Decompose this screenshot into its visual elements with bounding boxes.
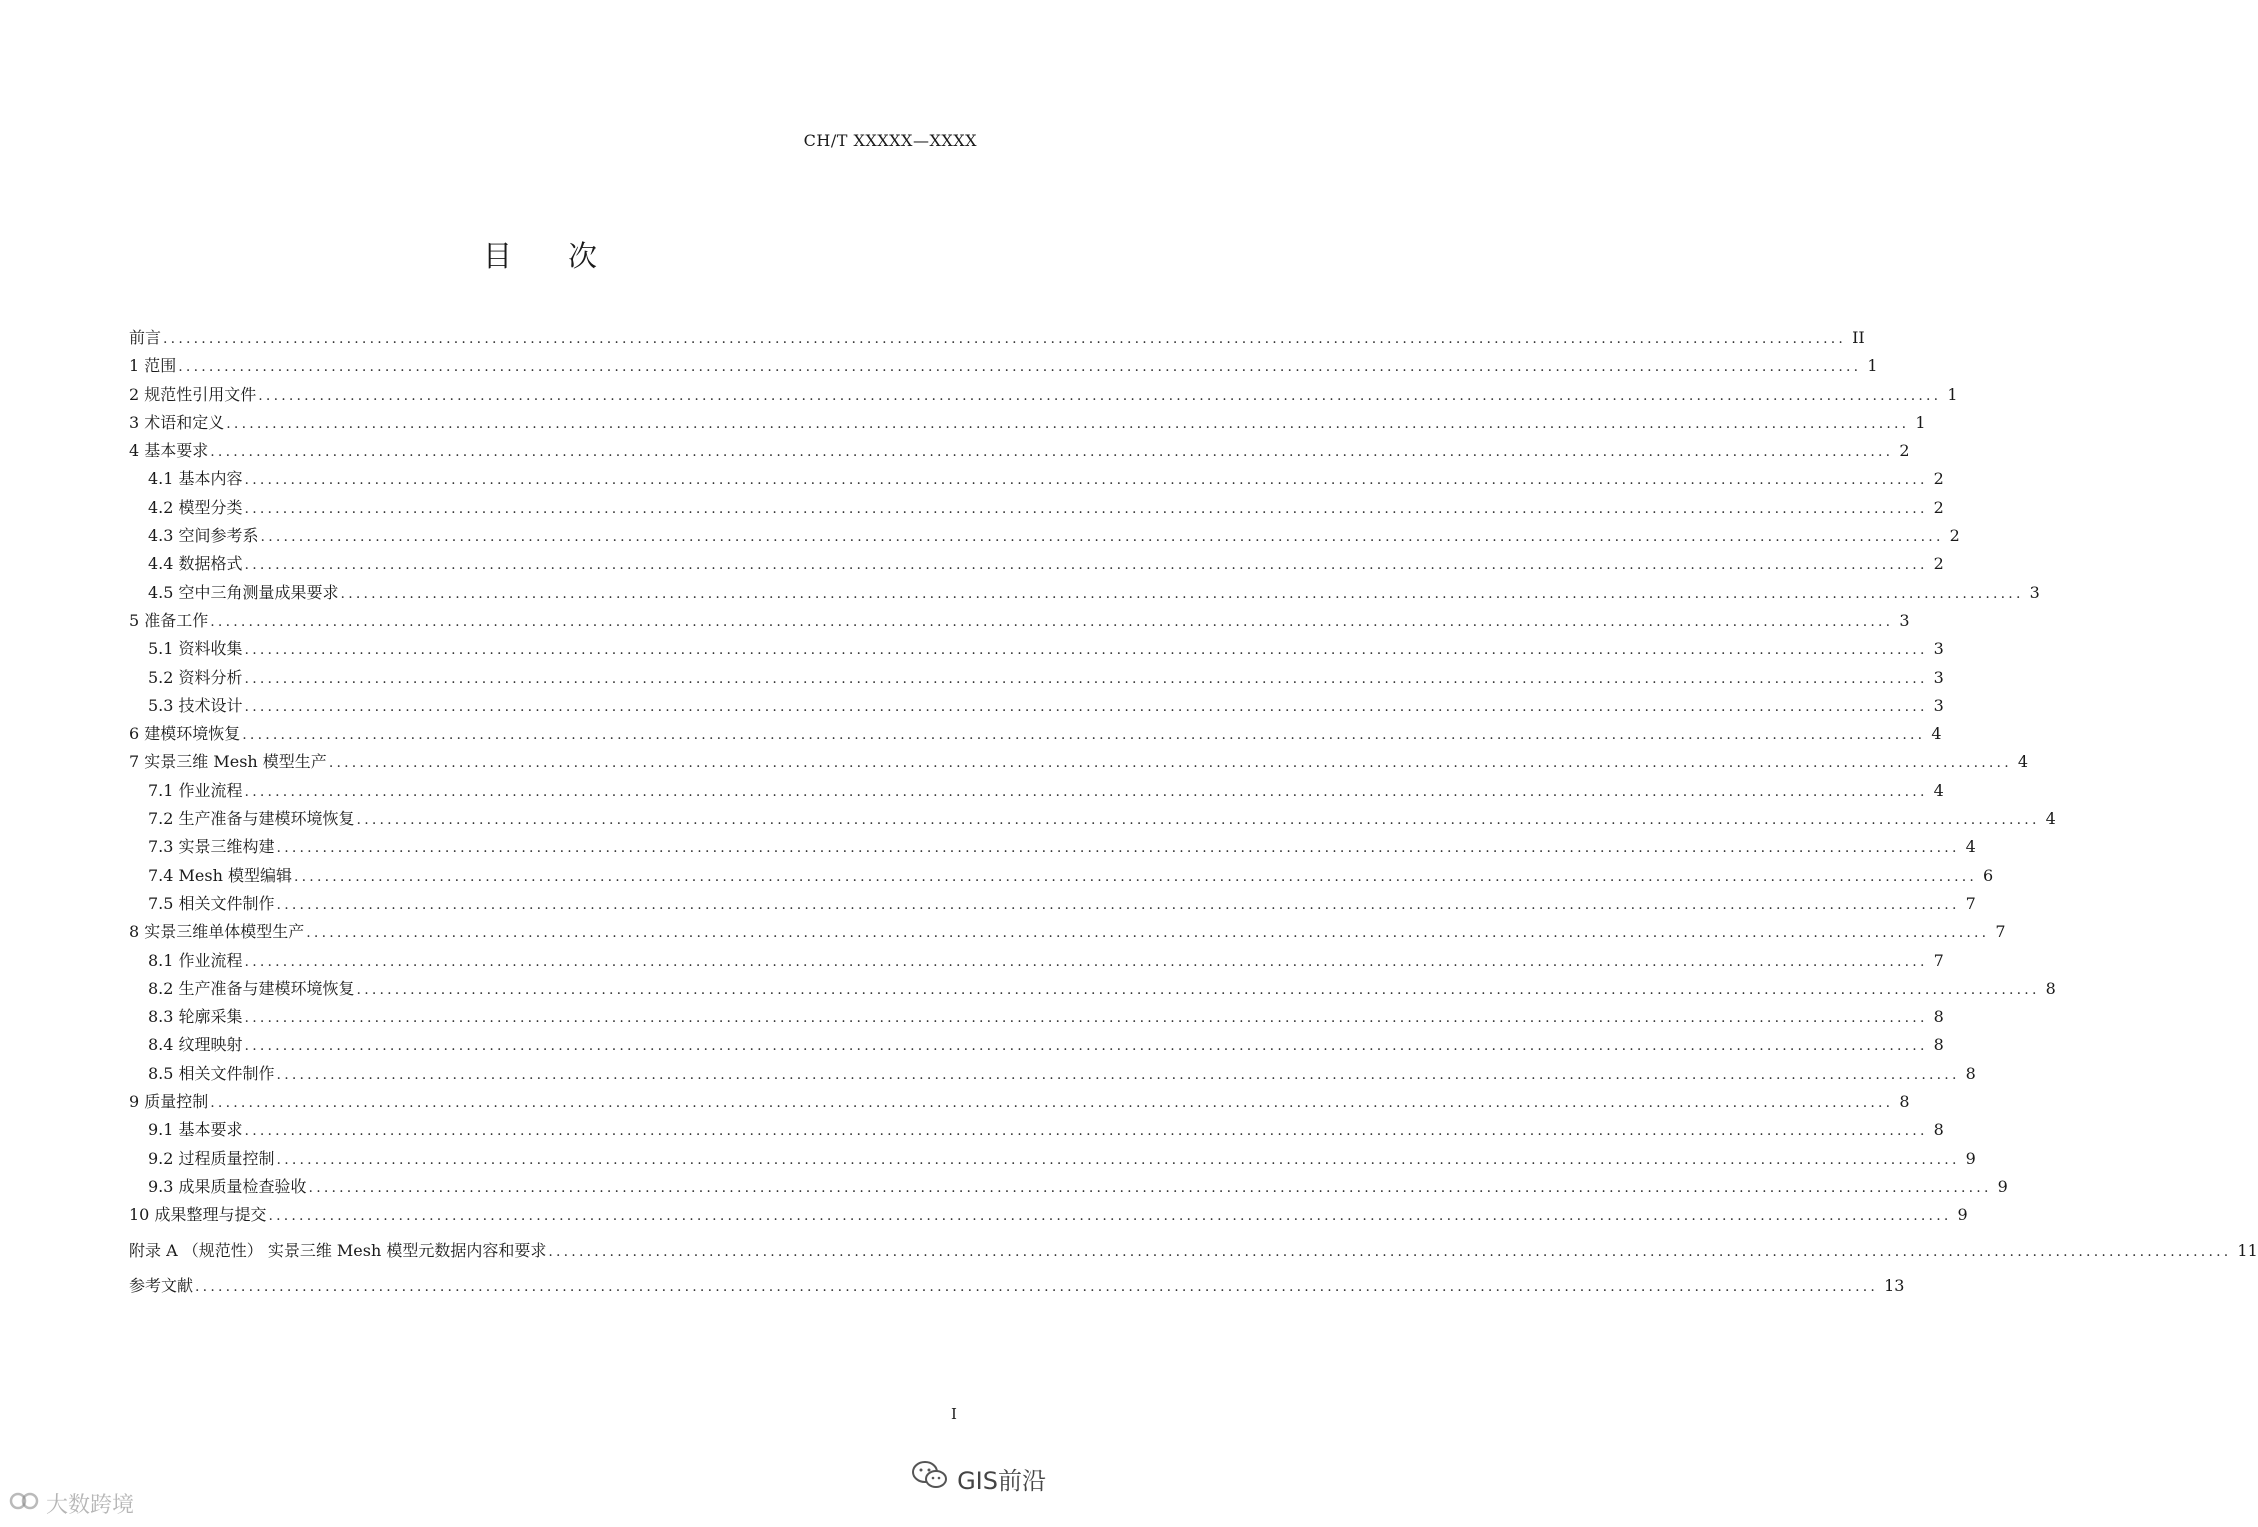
toc-entry-page: 1 — [1947, 384, 1958, 404]
toc-entry-label: 5.3 技术设计 — [148, 695, 243, 715]
toc-entry-label: 9 质量控制 — [129, 1092, 209, 1112]
toc-entry-label: 6 建模环境恢复 — [129, 724, 241, 744]
toc-entry[interactable] — [129, 550, 1944, 578]
toc-entry-page: 2 — [1933, 497, 1944, 517]
toc-leader-dots: ............................................................................................................................................................................................................................ — [210, 613, 1894, 630]
toc-entry[interactable] — [129, 1145, 1976, 1173]
toc-entry[interactable] — [129, 324, 1865, 352]
toc-entry-label: 前言 — [129, 328, 162, 347]
toc-entry[interactable] — [129, 1201, 1968, 1229]
toc-entry-page: 1 — [1915, 412, 1926, 432]
toc-entry-page: 8 — [1933, 1035, 1944, 1055]
toc-entry-page: 3 — [1933, 639, 1944, 659]
toc-leader-dots: ............................................................................................................................................................................................................................ — [308, 1179, 1992, 1196]
toc-entry[interactable] — [129, 579, 2040, 607]
toc-entry[interactable] — [129, 607, 1910, 635]
toc-entry-page: 7 — [1965, 893, 1976, 913]
toc-leader-dots: ............................................................................................................................................................................................................................ — [178, 359, 1862, 376]
watermark-left-text: 大数跨境 — [46, 1493, 135, 1518]
page-number: I — [951, 1405, 957, 1423]
toc-entry[interactable] — [129, 409, 1926, 437]
link-logo-icon — [8, 1490, 40, 1518]
toc-entry-label: 2 规范性引用文件 — [129, 384, 257, 404]
toc-entry[interactable] — [129, 805, 2056, 833]
toc-leader-dots: ............................................................................................................................................................................................................................ — [210, 1095, 1894, 1112]
toc-entry[interactable] — [129, 1003, 1944, 1031]
toc-entry[interactable] — [129, 635, 1944, 663]
toc-entry-label: 4.2 模型分类 — [148, 497, 243, 517]
toc-entry-page: 9 — [1965, 1148, 1976, 1168]
watermark-left — [8, 1488, 134, 1519]
toc-entry-page: 8 — [2045, 978, 2056, 998]
toc-leader-dots: ............................................................................................................................................................................................................................ — [306, 925, 1990, 942]
toc-leader-dots: ............................................................................................................................................................................................................................ — [244, 500, 1928, 517]
toc-leader-dots: ............................................................................................................................................................................................................................ — [294, 868, 1978, 885]
toc-leader-dots: ............................................................................................................................................................................................................................ — [340, 585, 2024, 602]
toc-entry-label: 1 范围 — [129, 356, 177, 376]
toc-entry[interactable] — [129, 748, 2029, 776]
toc-entry-label: 8.5 相关文件制作 — [148, 1063, 275, 1083]
toc-entry-label: 8 实景三维单体模型生产 — [129, 922, 305, 942]
toc-entry[interactable] — [129, 692, 1944, 720]
toc-entry-label: 8.3 轮廓采集 — [148, 1007, 243, 1027]
toc-entry-label: 10 成果整理与提交 — [129, 1205, 267, 1225]
toc-entry-label: 4.1 基本内容 — [148, 469, 243, 489]
toc-entry[interactable] — [129, 437, 1910, 465]
toc-entry-page: 3 — [1899, 610, 1910, 630]
toc-entry-page: 11 — [2237, 1240, 2258, 1260]
toc-entry[interactable] — [129, 522, 1960, 550]
toc-entry[interactable] — [129, 947, 1944, 975]
toc-leader-dots: ............................................................................................................................................................................................................................ — [244, 557, 1928, 574]
toc-entry-label: 7.4 Mesh 模型编辑 — [148, 865, 292, 885]
toc-leader-dots: ............................................................................................................................................................................................................................ — [244, 953, 1928, 970]
toc-entry-page: 9 — [1997, 1176, 2008, 1196]
watermark-right — [911, 1459, 1046, 1497]
toc-entry-page: 4 — [1933, 780, 1944, 800]
toc-entry-label: 参考文献 — [129, 1275, 194, 1295]
toc-entry-page: 2 — [1899, 441, 1910, 461]
toc-entry-page: 3 — [2029, 582, 2040, 602]
toc-entry-label: 7.3 实景三维构建 — [148, 837, 275, 857]
page-title: 目次 — [482, 239, 653, 273]
toc-entry-label: 9.3 成果质量检查验收 — [148, 1176, 307, 1196]
toc-entry-page: 6 — [1983, 865, 1994, 885]
toc-entry-page: II — [1852, 328, 1865, 347]
toc-leader-dots: ............................................................................................................................................................................................................................ — [244, 642, 1928, 659]
toc-leader-dots: ............................................................................................................................................................................................................................ — [548, 1243, 2232, 1260]
toc-entry-label: 4.5 空中三角测量成果要求 — [148, 582, 339, 602]
toc-entry-page: 2 — [1933, 554, 1944, 574]
toc-entry-page: 3 — [1933, 667, 1944, 687]
toc-entry-label: 9.1 基本要求 — [148, 1120, 243, 1140]
toc-entry[interactable] — [129, 465, 1944, 493]
toc-entry-label: 5.1 资料收集 — [148, 639, 243, 659]
toc-entry[interactable] — [129, 494, 1944, 522]
toc-entry-label: 5.2 资料分析 — [148, 667, 243, 687]
toc-entry[interactable] — [129, 1060, 1976, 1088]
toc-leader-dots: ............................................................................................................................................................................................................................ — [244, 698, 1928, 715]
table-of-contents — [129, 324, 2258, 1300]
toc-entry-label: 附录 A （规范性） 实景三维 Mesh 模型元数据内容和要求 — [129, 1240, 547, 1260]
toc-entry-page: 4 — [1965, 837, 1976, 857]
toc-entry[interactable] — [129, 720, 1942, 748]
toc-entry[interactable] — [129, 862, 1994, 890]
toc-entry[interactable] — [129, 1237, 2258, 1265]
toc-leader-dots: ............................................................................................................................................................................................................................ — [244, 1038, 1928, 1055]
toc-entry-page: 13 — [1884, 1275, 1905, 1295]
toc-entry-label: 9.2 过程质量控制 — [148, 1148, 275, 1168]
toc-leader-dots: ............................................................................................................................................................................................................................ — [328, 755, 2012, 772]
toc-entry[interactable] — [129, 1116, 1944, 1144]
toc-leader-dots: ............................................................................................................................................................................................................................ — [276, 1151, 1960, 1168]
toc-entry[interactable] — [129, 777, 1944, 805]
toc-leader-dots: ............................................................................................................................................................................................................................ — [226, 415, 1910, 432]
toc-entry[interactable] — [129, 975, 2056, 1003]
toc-entry-label: 7.5 相关文件制作 — [148, 893, 275, 913]
toc-entry-page: 9 — [1957, 1205, 1968, 1225]
toc-leader-dots: ............................................................................................................................................................................................................................ — [258, 387, 1942, 404]
toc-entry-label: 4.3 空间参考系 — [148, 526, 259, 546]
toc-leader-dots: ............................................................................................................................................................................................................................ — [356, 981, 2040, 998]
toc-entry-label: 8.1 作业流程 — [148, 950, 243, 970]
toc-entry[interactable] — [129, 381, 1958, 409]
toc-entry[interactable] — [129, 890, 1976, 918]
toc-leader-dots: ............................................................................................................................................................................................................................ — [163, 331, 1847, 347]
toc-entry[interactable] — [129, 1173, 2008, 1201]
toc-entry-label: 3 术语和定义 — [129, 412, 225, 432]
toc-entry-page: 3 — [1933, 695, 1944, 715]
toc-entry-label: 7.2 生产准备与建模环境恢复 — [148, 809, 355, 829]
toc-entry-label: 8.4 纹理映射 — [148, 1035, 243, 1055]
toc-entry-page: 8 — [1933, 1007, 1944, 1027]
toc-entry-page: 7 — [1933, 950, 1944, 970]
wechat-icon — [911, 1459, 949, 1497]
toc-leader-dots: ............................................................................................................................................................................................................................ — [244, 1123, 1928, 1140]
toc-entry[interactable] — [129, 352, 1878, 380]
toc-leader-dots: ............................................................................................................................................................................................................................ — [210, 444, 1894, 461]
toc-leader-dots: ............................................................................................................................................................................................................................ — [276, 840, 1960, 857]
toc-leader-dots: ............................................................................................................................................................................................................................ — [356, 812, 2040, 829]
toc-entry-page: 8 — [1965, 1063, 1976, 1083]
toc-entry-label: 4.4 数据格式 — [148, 554, 243, 574]
toc-leader-dots: ............................................................................................................................................................................................................................ — [276, 896, 1960, 913]
toc-leader-dots: ............................................................................................................................................................................................................................ — [195, 1278, 1879, 1295]
toc-entry-page: 4 — [1931, 724, 1942, 744]
toc-entry-page: 4 — [2017, 752, 2029, 772]
toc-leader-dots: ............................................................................................................................................................................................................................ — [244, 783, 1928, 800]
toc-entry[interactable] — [129, 833, 1976, 861]
toc-entry-label: 5 准备工作 — [129, 610, 209, 630]
toc-entry[interactable] — [129, 664, 1944, 692]
toc-entry[interactable] — [129, 1272, 1905, 1300]
toc-leader-dots: ............................................................................................................................................................................................................................ — [242, 727, 1926, 744]
toc-entry-page: 4 — [2045, 809, 2056, 829]
toc-entry-label: 7.1 作业流程 — [148, 780, 243, 800]
toc-entry-page: 7 — [1995, 922, 2006, 942]
toc-entry-label: 4 基本要求 — [129, 441, 209, 461]
toc-leader-dots: ............................................................................................................................................................................................................................ — [244, 472, 1928, 489]
toc-leader-dots: ............................................................................................................................................................................................................................ — [260, 529, 1944, 546]
toc-leader-dots: ............................................................................................................................................................................................................................ — [276, 1066, 1960, 1083]
toc-entry[interactable] — [129, 1031, 1944, 1059]
toc-entry-page: 2 — [1949, 526, 1960, 546]
toc-leader-dots: ............................................................................................................................................................................................................................ — [244, 670, 1928, 687]
toc-entry-page: 2 — [1933, 469, 1944, 489]
toc-leader-dots: ............................................................................................................................................................................................................................ — [268, 1208, 1952, 1225]
toc-entry[interactable] — [129, 1088, 1910, 1116]
toc-entry-page: 8 — [1933, 1120, 1944, 1140]
toc-entry-label: 7 实景三维 Mesh 模型生产 — [129, 752, 327, 772]
toc-entry-label: 8.2 生产准备与建模环境恢复 — [148, 978, 355, 998]
toc-leader-dots: ............................................................................................................................................................................................................................ — [244, 1010, 1928, 1027]
document-code: CH/T XXXXX—XXXX — [803, 131, 977, 150]
watermark-right-text: GIS前沿 — [957, 1466, 1046, 1495]
toc-entry[interactable] — [129, 918, 2006, 946]
toc-entry-page: 8 — [1899, 1092, 1910, 1112]
toc-entry-page: 1 — [1867, 356, 1878, 376]
